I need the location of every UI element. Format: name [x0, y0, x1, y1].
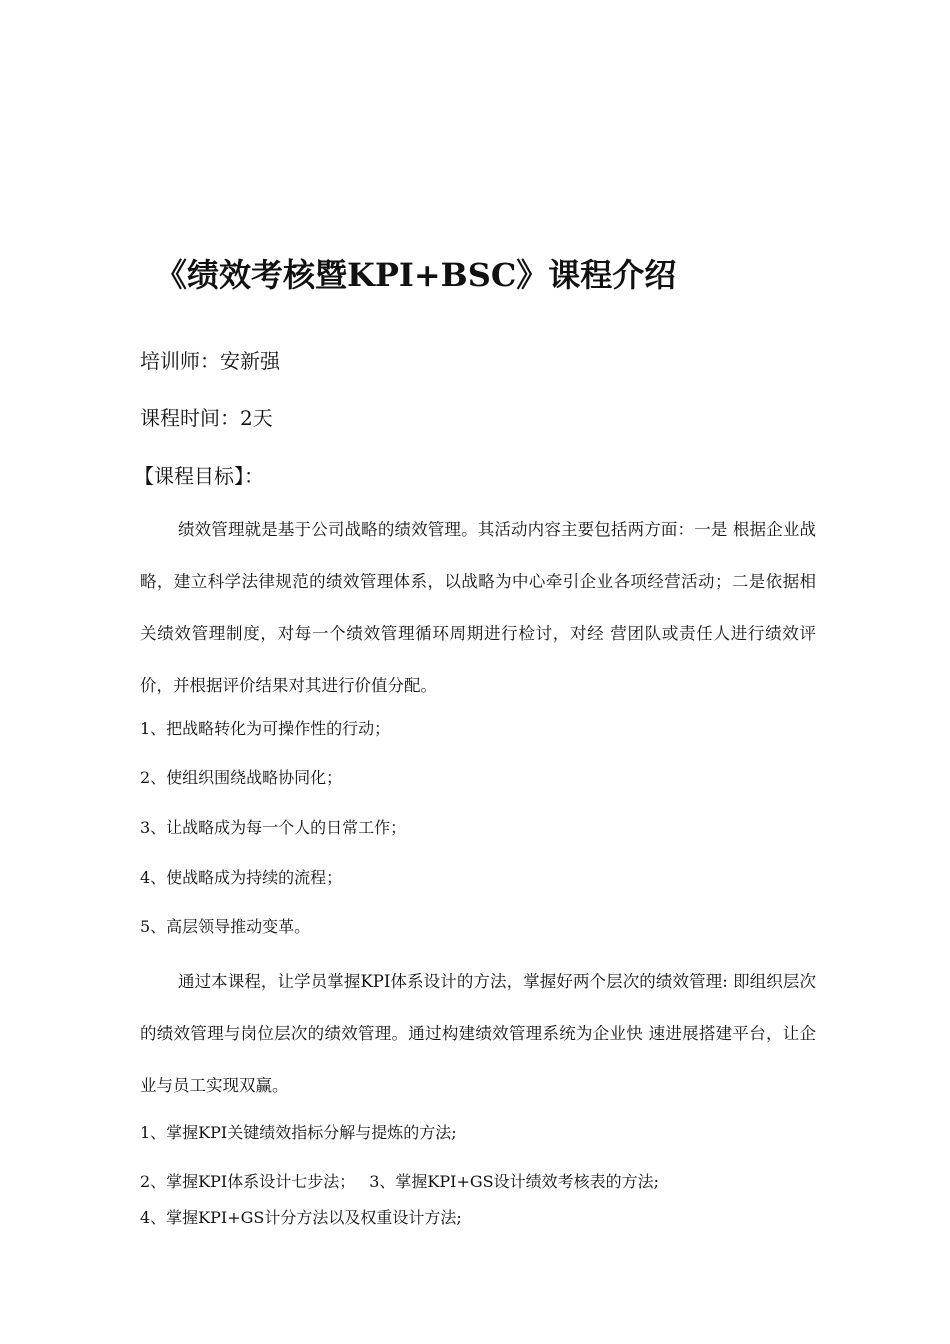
goal-list-item: 4、使战略成为持续的流程；: [140, 868, 343, 887]
trainer-line: 培训师：安新强: [140, 349, 280, 373]
intro-paragraph: 绩效管理就是基于公司战略的绩效管理。其活动内容主要包括两方面：一是 根据企业战略，建立科学法律规范的绩效管理体系，以战略为中心牵引企业各项经营活动；二是依据相关绩效管理制度，对每一个绩效管理循环周期进行检讨，对经 营团队或责任人进行绩效评价，并根据评价结果对其进行价值分配。: [140, 520, 816, 695]
skill-list-item: 3、掌握KPI+GS设计绩效考核表的方法;: [369, 1172, 659, 1191]
goal-list-item: 5、高层领导推动变革。: [140, 917, 311, 936]
goal-list-item: 2、使组织围绕战略协同化；: [140, 768, 343, 787]
skill-list-item: 1、掌握KPI关键绩效指标分解与提炼的方法;: [140, 1123, 457, 1142]
duration-line: 课程时间：2天: [140, 406, 273, 430]
skill-list-item: 2、掌握KPI体系设计七步法；: [140, 1172, 356, 1191]
course-paragraph: 通过本课程，让学员掌握KPI体系设计的方法，掌握好两个层次的绩效管理: 即组织层次的绩效管理与岗位层次的绩效管理。通过构建绩效管理系统为企业快 速进展搭建平台，让企业与员工实现双赢。: [140, 972, 816, 1095]
skill-list-item: 4、掌握KPI+GS计分方法以及权重设计方法;: [140, 1208, 462, 1227]
goal-list-item: 3、让战略成为每一个人的日常工作；: [140, 818, 407, 837]
skill-list-line: [140, 1169, 659, 1195]
document-title: 《绩效考核暨KPI+BSC》课程介绍: [155, 256, 677, 294]
section-heading-course-goals: 【课程目标】：: [134, 464, 264, 488]
goal-list-item: 1、把战略转化为可操作性的行动；: [140, 719, 391, 738]
